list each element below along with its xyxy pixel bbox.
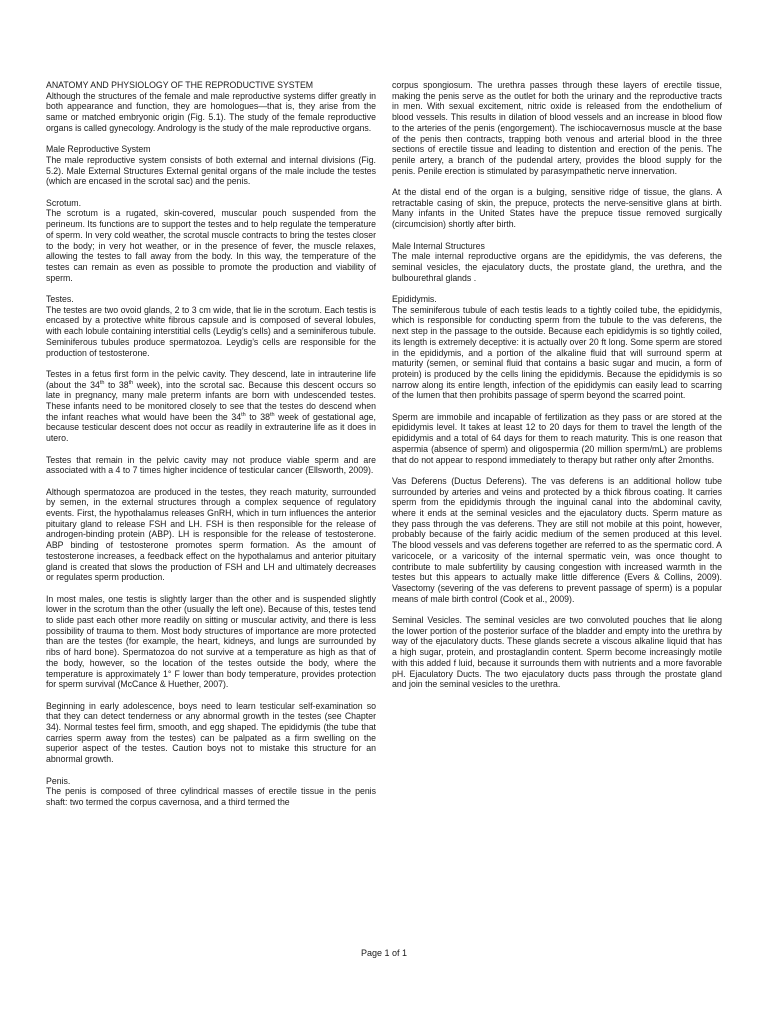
paragraph: corpus spongiosum. The urethra passes through these layers of erectile tissue, making the penis serve as the outlet for both the urinary and the reproductive tracts in men. With sexual excitement, nitric oxide is released from the endothelium of blood vessels. This results in dilation of blood vessels and an increase in blood flow to the arteries of the penis (engorgement). The ischiocavernosus muscle at the base of the penis then contracts, trapping both venous and arterial blood in the three sections of erectile tissue and leading to distention and erection of the penis. The penile artery, a branch of the pudendal artery, provides the blood supply for the penis. Penile erection is stimulated by parasympathetic nerve innervation. (392, 80, 722, 176)
section-heading-scrotum: Scrotum. (46, 197, 82, 208)
paragraph: At the distal end of the organ is a bulging, sensitive ridge of tissue, the glans. A retractable casing of skin, the prepuce, protects the nerve-sensitive glans at birth. Many infants in the United States have the prepuce tissue removed surgically (circumcision) shortly after birth. (392, 187, 722, 230)
paragraph: The seminiferous tubule of each testis leads to a tightly coiled tube, the epididymis, which is responsible for conducting sperm from the tubule to the vas deferens, the next step in the passage to the outside. Because each epididymis is so tightly coiled, its length is extremely deceptive: it is actually over 20 ft long. Some sperm are stored in the epididymis, and a portion of the alkaline fluid that will surround sperm at maturity (semen, or seminal fluid that contains a basic sugar and mucin, a form of protein) is produced by the cells lining the epididymis. Because the epididymis is so narrow along its entire length, infection of the epididymis can easily lead to scarring of the lumen that then prohibits passage of sperm beyond the scarred point. (392, 304, 722, 401)
section-heading-testes: Testes. (46, 294, 74, 305)
section-heading-male-reproductive-system: Male Reproductive System (46, 144, 151, 155)
paragraph: Testes that remain in the pelvic cavity may not produce viable sperm and are associated with a 4 to 7 times higher incidence of testicular cancer (Ellsworth, 2009). (46, 454, 376, 476)
paragraph: Although spermatozoa are produced in the testes, they reach maturity, surrounded by semen, in the external structures through a complex sequence of regulatory events. First, the hypothalamus releases GnRH, which in turn influences the anterior pituitary gland to release FSH and LH. FSH is then responsible for the release of androgen-binding protein (ABP). LH is responsible for the release of testosterone. ABP binding of testosterone promotes sperm formation. As the amount of testosterone increases, a feedback effect on the hypothalamus and anterior pituitary gland is created that slows the production of FSH and LH and ultimately decreases or regulates sperm production. (46, 486, 376, 583)
section-heading-male-internal-structures: Male Internal Structures (392, 240, 485, 251)
left-column (46, 80, 376, 818)
section-heading-epididymis: Epididymis. (392, 294, 437, 305)
paragraph: In most males, one testis is slightly larger than the other and is suspended slightly lower in the scrotum than the other (usually the left one). Because of this, testes tend to slide past each other more readily on sitting or muscular activity, and there is less possibility of trauma to them. Most body structures of importance are more protected than are the testes (for example, the heart, kidneys, and lungs are surrounded by ribs of hard bone). Spermatozoa do not survive at a temperature as high as that of the body, however, so the location of the testes outside the body, where the temperature is approximately 1° F lower than body temperature, provides protection for sperm survival (McCance & Huether, 2007). (46, 593, 376, 690)
intro-paragraph: Although the structures of the female and male reproductive systems differ greatly in both appearance and function, they are homologues—that is, they arise from the same or matched embryonic origin (Fig. 5.1). The study of the female reproductive organs is called gynecology. Andrology is the study of the male reproductive organs. (46, 90, 376, 133)
section-heading-penis: Penis. (46, 775, 71, 786)
page-footer: Page 1 of 1 (360, 948, 408, 958)
paragraph: The testes are two ovoid glands, 2 to 3 cm wide, that lie in the scrotum. Each testis is encased by a protective white fibrous capsule and is composed of several lobules, with each lobule containing interstitial cells (Leydig’s cells) and a seminiferous tubule. Seminiferous tubules produce spermatozoa. Leydig’s cells are responsible for the production of testosterone. (46, 304, 376, 358)
paragraph: Sperm are immobile and incapable of fertilization as they pass or are stored at the epididymis level. It takes at least 12 to 20 days for them to travel the length of the epididymis and a total of 64 days for them to reach maturity. This is one reason that aspermia (absence of sperm) and oligospermia (20 million sperm/mL) are problems that do not appear to respond immediately to therapy but rather only after 2months. (392, 411, 722, 465)
paragraph: Seminal Vesicles. The seminal vesicles are two convoluted pouches that lie along the lower portion of the posterior surface of the bladder and empty into the urethra by way of the ejaculatory ducts. These glands secrete a viscous alkaline liquid that has a high sugar, protein, and prostaglandin content. Sperm become increasingly motile with this added f luid, because it surrounds them with nutrients and a more favorable pH. Ejaculatory Ducts. The two ejaculatory ducts pass through the prostate gland and join the seminal vesicles to the urethra. (392, 615, 722, 690)
paragraph: The male internal reproductive organs are the epididymis, the vas deferens, the seminal vesicles, the ejaculatory ducts, the prostate gland, the urethra, and the bulbourethral glands . (392, 251, 722, 283)
right-column (392, 80, 722, 701)
paragraph-fetal-testes: Testes in a fetus first form in the pelvic cavity. They descend, late in intrauterine life (about the 34th to 38th week), into the scrotal sac. Because this descent occurs so late in pregnancy, many male preterm infants are born with undescended testes. These infants need to be monitored closely to see that the testes do descend when the infant reaches what would have been the 34th to 38th week of gestational age, because testicular descent does not occur as readily in extrauterine life as it does in utero. (46, 368, 376, 444)
paragraph: The male reproductive system consists of both external and internal divisions (Fig. 5.2). Male External Structures External genital organs of the male include the testes (which are encased in the scrotal sac) and the penis. (46, 154, 376, 187)
document-title: ANATOMY AND PHYSIOLOGY OF THE REPRODUCTIVE SYSTEM (46, 80, 314, 90)
paragraph: Vas Deferens (Ductus Deferens). The vas deferens is an additional hollow tube surrounded by arteries and veins and protected by a thick fibrous coating. It carries sperm from the epididymis through the inguinal canal into the abdominal cavity, where it ends at the seminal vesicles and the ejaculatory ducts. Sperm mature as they pass through the vas deferens. They are still not mobile at this point, however, probably because of the fairly acidic medium of the semen produced at this level. The blood vessels and vas deferens together are referred to as the spermatic cord. A varicocele, or a varicosity of the internal spermatic vein, was once thought to contribute to male subfertility by causing congestion with increased warmth in the testes but this appears to actually make little difference (Evers & Collins, 2009). Vasectomy (severing of the vas deferens to prevent passage of sperm) is a popular means of male birth control (Cook et al., 2009). (392, 475, 722, 604)
paragraph: Beginning in early adolescence, boys need to learn testicular self-examination so that they can detect tenderness or any abnormal growth in the testes (see Chapter 34). Normal testes feel firm, smooth, and egg shaped. The epididymis (the tube that carries sperm away from the testes) can be palpated as a firm swelling on the superior aspect of the testes. Caution boys not to mistake this structure for an abnormal growth. (46, 700, 376, 765)
paragraph: The scrotum is a rugated, skin-covered, muscular pouch suspended from the perineum. Its functions are to support the testes and to help regulate the temperature of sperm. In very cold weather, the scrotal muscle contracts to bring the testes closer to the body; in very hot weather, or in the presence of fever, the muscle relaxes, allowing the testes to fall away from the body. In this way, the temperature of the testes can remain as even as possible to promote the production and viability of sperm. (46, 208, 376, 283)
paragraph: The penis is composed of three cylindrical masses of erectile tissue in the penis shaft: two termed the corpus cavernosa, and a third termed the (46, 786, 376, 807)
